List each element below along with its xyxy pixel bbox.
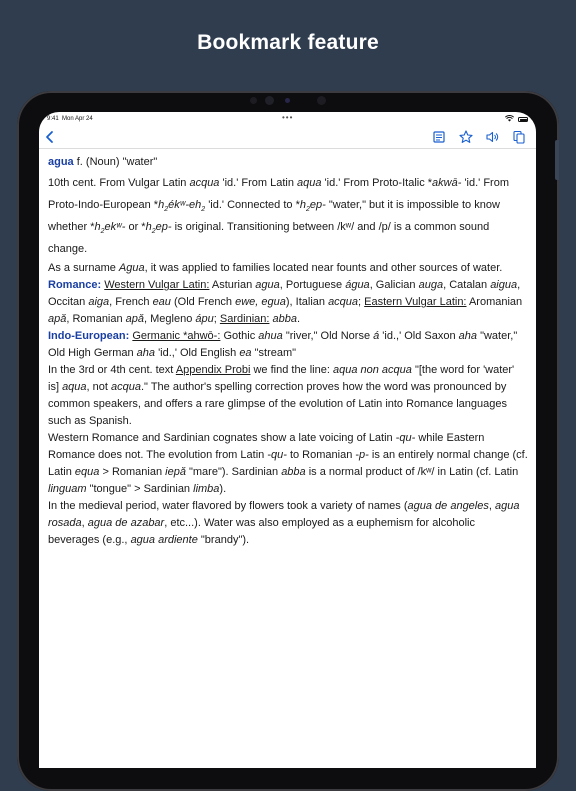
term: á <box>373 330 380 342</box>
text: 'id.,' Old English <box>155 347 240 359</box>
link-eastern-vulgar-latin[interactable]: Eastern Vulgar Latin: <box>364 296 467 308</box>
text: 10th cent. From Vulgar Latin <box>48 177 190 189</box>
appendix-probi-paragraph <box>48 362 528 430</box>
text: is original. Transitioning between /kʷ/ and /p/ is a common sound change. <box>48 221 490 255</box>
text: 'id.' From Proto-Italic * <box>321 177 433 189</box>
term: agua de azabar <box>87 517 165 529</box>
promo-headline: Bookmark feature <box>197 31 379 54</box>
term: aiga <box>88 296 110 308</box>
battery-icon <box>518 117 528 122</box>
term: agua de angeles <box>407 500 489 512</box>
link-germanic[interactable]: Germanic *ahwō-: <box>132 330 221 342</box>
text: As a surname <box>48 262 119 274</box>
text: , Occitan <box>48 279 521 308</box>
term: aha <box>458 330 478 342</box>
text: ." The author's spelling correction proves how the word was pronounced by common speakers, and offers a rare glimpse of the evolution of Latin into Romance languages such as Spanish. <box>48 381 508 427</box>
text: 'id.,' Old Saxon <box>379 330 459 342</box>
text: while Eastern Romance does not. The evolution from Latin - <box>48 432 485 461</box>
text: "water," but it is impossible to know whether * <box>48 199 500 233</box>
text: Asturian <box>209 279 256 291</box>
term: acqua <box>111 381 141 393</box>
copy-icon[interactable] <box>511 129 527 145</box>
term-part: ékʷ-eh <box>168 199 202 211</box>
time-text: 9:41 <box>47 116 59 122</box>
term: akwā- <box>432 177 462 189</box>
side-button <box>555 140 559 180</box>
link-appendix-probi[interactable]: Appendix Probi <box>175 364 251 376</box>
term: iepă <box>165 466 186 478</box>
toolbar <box>39 126 536 149</box>
link-western-vulgar-latin[interactable]: Western Vulgar Latin: <box>104 279 210 291</box>
term: aigua <box>490 279 518 291</box>
text: "brandy"). <box>197 534 250 546</box>
grammar-info: f. (Noun) "water" <box>73 156 158 168</box>
status-bar <box>39 112 536 126</box>
app-screen <box>39 112 536 768</box>
term <box>145 221 172 236</box>
text: , Galician <box>369 279 419 291</box>
text: 'id.' From Latin <box>219 177 297 189</box>
subscript: 2 <box>151 228 156 236</box>
subscript: 2 <box>305 206 310 214</box>
text: Western Romance and Sardinian cognates show a late voicing of Latin - <box>48 432 400 444</box>
term: apă <box>48 313 67 325</box>
text: ; <box>358 296 365 308</box>
text: is a normal product of /kʷ/ in Latin (cf. Latin <box>305 466 519 478</box>
text: ), Italian <box>285 296 329 308</box>
term: Agua <box>118 262 145 274</box>
term: qu- <box>399 432 416 444</box>
star-icon[interactable] <box>458 129 474 145</box>
dictionary-entry <box>48 154 528 549</box>
term: equa <box>74 466 100 478</box>
term: ea <box>239 347 252 359</box>
term: ewe, egua <box>235 296 286 308</box>
term-part: ep- <box>309 199 326 211</box>
text: or * <box>125 221 146 233</box>
voicing-paragraph <box>48 430 528 498</box>
term <box>158 199 206 214</box>
term <box>94 221 126 236</box>
term: agua <box>255 279 280 291</box>
term: ahua <box>258 330 283 342</box>
term-part: h <box>158 199 165 211</box>
term: agua ardiente <box>130 534 198 546</box>
text: ). <box>219 483 227 495</box>
headword: agua <box>48 156 74 168</box>
term: acqua <box>189 177 220 189</box>
text: "[the word for 'water' is] <box>48 364 515 393</box>
date-text: Mon Apr 24 <box>62 116 93 122</box>
text: we find the line: <box>250 364 333 376</box>
wifi-icon <box>505 115 514 124</box>
text: , etc...). Water was also employed as a euphemism for alcoholic beverages (e.g., <box>48 517 475 546</box>
link-sardinian[interactable]: Sardinian: <box>219 313 270 325</box>
text: , Catalan <box>443 279 491 291</box>
subscript: 2 <box>201 206 206 214</box>
term <box>299 199 326 214</box>
text: "river," Old Norse <box>282 330 374 342</box>
status-time <box>47 116 93 122</box>
term: aqua <box>297 177 322 189</box>
section-label: Indo-European: <box>48 330 130 342</box>
notes-icon[interactable] <box>431 129 447 145</box>
term: acqua <box>328 296 359 308</box>
term-part: h <box>94 221 101 233</box>
term: abba <box>272 313 297 325</box>
term: aqua non acqua <box>332 364 412 376</box>
text: , French <box>109 296 153 308</box>
entry-header <box>48 154 528 171</box>
text: , it was applied to families located near founts and other sources of water. <box>144 262 503 274</box>
term: abba <box>281 466 306 478</box>
text: ; <box>213 313 220 325</box>
indicator-dot <box>285 98 290 103</box>
term: limba <box>193 483 220 495</box>
text: , <box>81 517 88 529</box>
romance-paragraph <box>48 277 528 328</box>
subscript: 2 <box>100 228 105 236</box>
text: In the medieval period, water flavored by flowers took a variety of names ( <box>48 500 408 512</box>
text: (Old French <box>170 296 236 308</box>
term: agua rosada <box>48 500 520 529</box>
sensor-dot <box>250 97 257 104</box>
camera-lens <box>265 96 274 105</box>
term: aqua <box>62 381 87 393</box>
term: p- <box>359 449 369 461</box>
chevron-left-icon[interactable] <box>42 129 58 145</box>
text: to Romanian - <box>286 449 360 461</box>
text: , not <box>86 381 112 393</box>
text: , Romanian <box>66 313 126 325</box>
term-part: ep- <box>155 221 172 233</box>
text: 'id.' Connected to * <box>205 199 300 211</box>
subscript: 2 <box>164 206 169 214</box>
text: , <box>488 500 495 512</box>
surname-paragraph <box>48 260 528 277</box>
term: ápu <box>195 313 214 325</box>
text: "tongue" > Sardinian <box>86 483 194 495</box>
speaker-icon[interactable] <box>484 129 500 145</box>
term: eau <box>152 296 171 308</box>
text: > Romanian <box>99 466 166 478</box>
text: "stream" <box>251 347 297 359</box>
section-label: Romance: <box>48 279 102 291</box>
text: 'id.' From Proto-Indo-European * <box>48 177 509 211</box>
term: qu- <box>270 449 287 461</box>
text: Gothic <box>220 330 259 342</box>
medieval-paragraph <box>48 498 528 549</box>
multitask-dots[interactable]: ••• <box>282 113 294 122</box>
indo-european-paragraph <box>48 328 528 362</box>
text: "water," Old High German <box>48 330 518 359</box>
sensor-dot <box>317 96 326 105</box>
term-part: h <box>145 221 152 233</box>
text: , Megleno <box>144 313 196 325</box>
term-part: h <box>299 199 306 211</box>
text: , Portuguese <box>279 279 346 291</box>
term: auga <box>418 279 444 291</box>
term: apă <box>125 313 145 325</box>
text: Aromanian <box>466 296 523 308</box>
text: "mare"). Sardinian <box>185 466 282 478</box>
text: is an entirely normal change (cf. Latin <box>48 449 528 478</box>
term: aha <box>136 347 156 359</box>
text: In the 3rd or 4th cent. text <box>48 364 176 376</box>
text: . <box>296 313 301 325</box>
etymology-paragraph <box>48 172 528 260</box>
term-part: ekʷ- <box>104 221 126 233</box>
term: água <box>345 279 370 291</box>
term: linguam <box>48 483 87 495</box>
